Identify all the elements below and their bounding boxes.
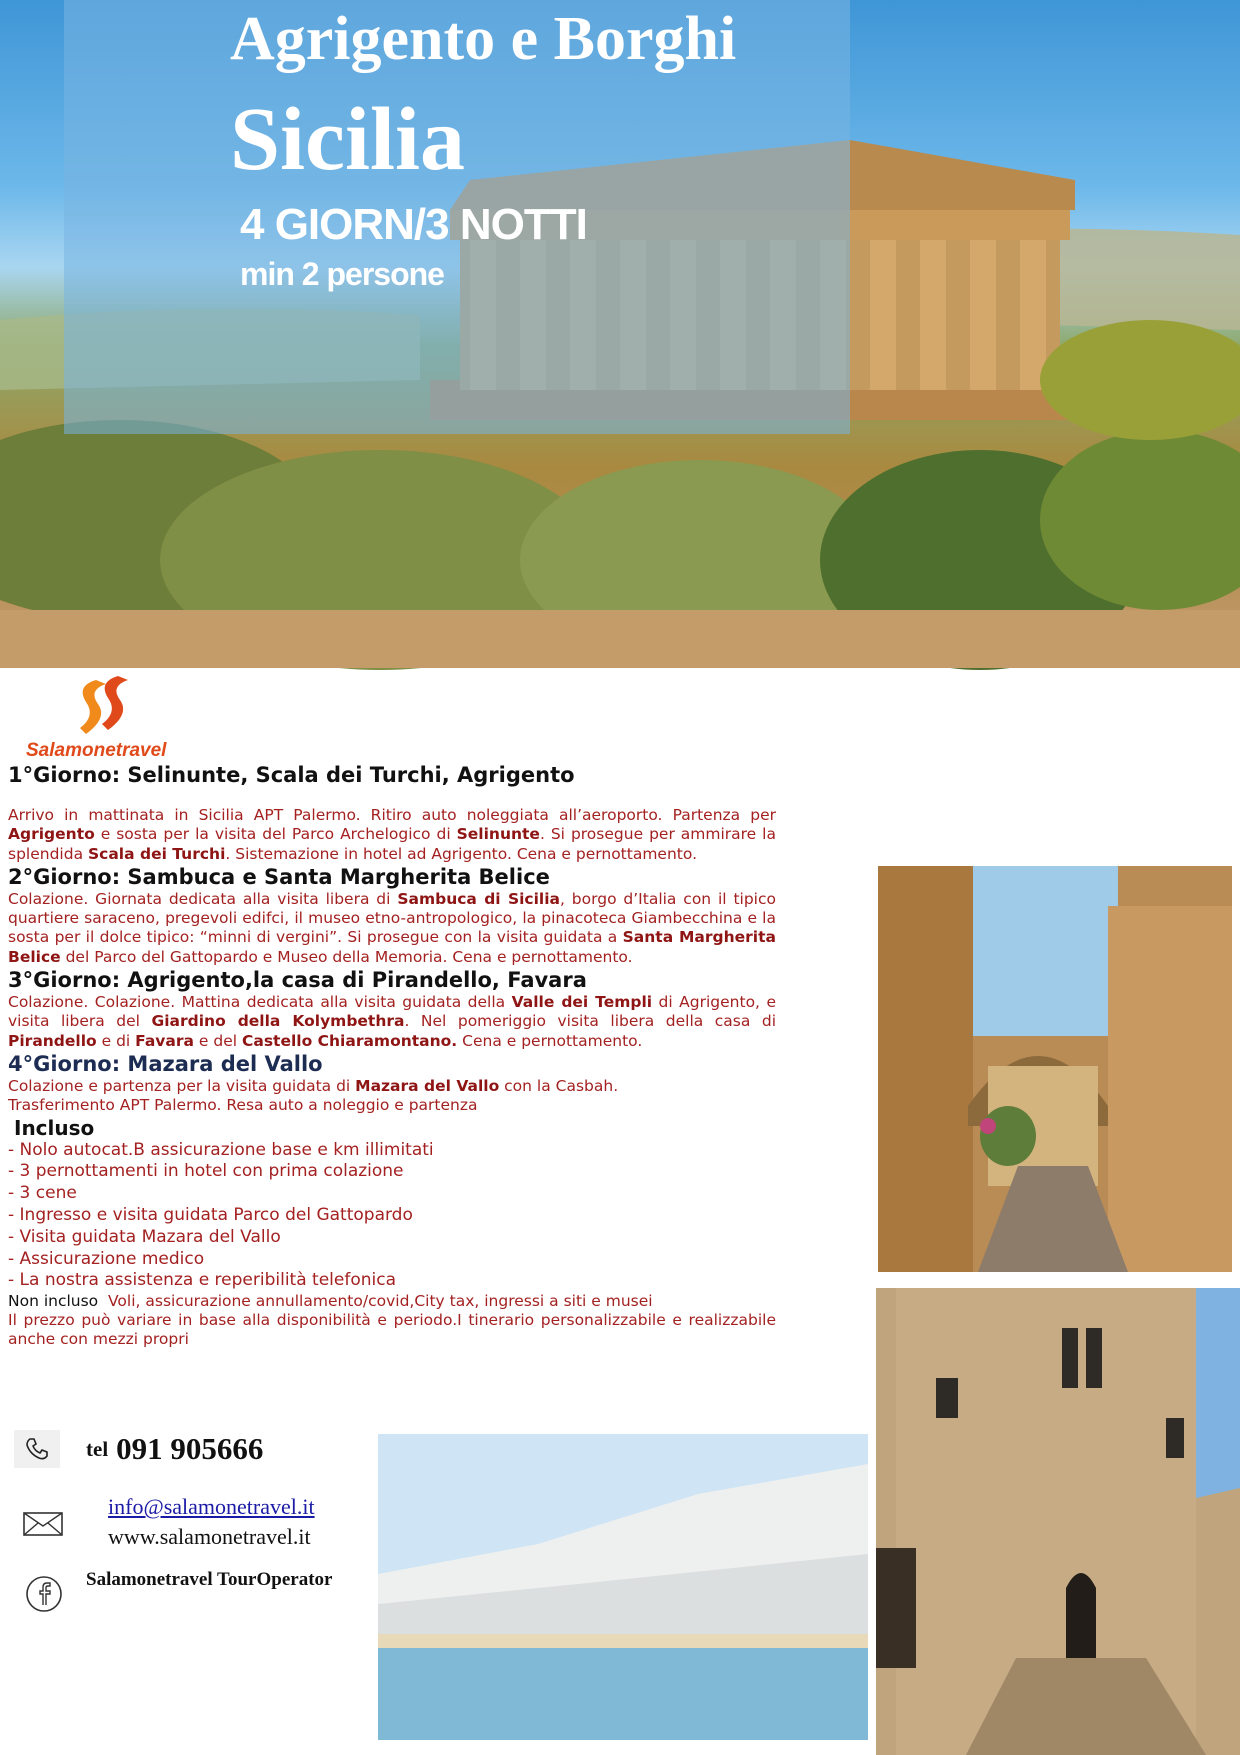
list-item: - 3 pernottamenti in hotel con prima colazione	[8, 1161, 404, 1182]
list-item: - Visita guidata Mazara del Vallo	[8, 1226, 281, 1247]
body-text: . Nel pomeriggio visita libera della casa di	[404, 1012, 776, 1031]
website-link[interactable]: www.salamonetravel.it	[108, 1524, 311, 1549]
email-icon-row	[22, 1510, 64, 1538]
envelope-icon	[22, 1510, 64, 1538]
list-item: - Nolo autocat.B assicurazione base e km illimitati	[8, 1139, 434, 1160]
hero-title-line1: Agrigento e Borghi	[230, 5, 737, 73]
itinerary	[8, 762, 776, 1349]
highlight-text: Santa Margherita Belice	[8, 928, 776, 966]
list-item: - La nostra assistenza e reperibilità telefonica	[8, 1270, 396, 1291]
phone-icon	[14, 1430, 60, 1468]
list-item: - Assicurazione medico	[8, 1248, 205, 1269]
email-link[interactable]: info@salamonetravel.it	[108, 1494, 315, 1519]
body-text: Colazione e partenza per la visita guidata di	[8, 1076, 356, 1095]
highlight-text: Giardino della Kolymbethra	[151, 1012, 405, 1031]
phone-number[interactable]: 091 905666	[116, 1431, 264, 1466]
body-text: , borgo d’Italia con il tipico quartiere saraceno, pregevoli edifci, il museo etno-antropologico, la pinacoteca Giambecchina e la sosta per il dolce tipico: “minni di vergini”. Si prosegue con la visita guidata a	[8, 889, 776, 947]
highlight-text: Valle dei Templi	[511, 993, 653, 1012]
highlight-text: Pirandello	[8, 1031, 97, 1050]
body-text: Cena e pernottamento.	[457, 1031, 643, 1050]
list-item: - Ingresso e visita guidata Parco del Gattopardo	[8, 1204, 413, 1225]
day-title: 3°Giorno: Agrigento,la casa di Pirandello, Favara	[8, 968, 587, 993]
price-note: Il prezzo può variare in base alla disponibilità e periodo.I tinerario personalizzabile e realizzabile anche con mezzi propri	[8, 1311, 776, 1349]
included-title: Incluso	[14, 1115, 95, 1140]
highlight-text: Scala dei Turchi	[88, 844, 226, 863]
highlight-text: Favara	[135, 1031, 194, 1050]
day-description	[8, 806, 776, 864]
highlight-text: Mazara del Vallo	[355, 1076, 500, 1095]
body-text: con la Casbah.	[499, 1076, 619, 1095]
body-text: . Sistemazione in hotel ad Agrigento. Cena e pernottamento.	[225, 844, 698, 863]
scala-dei-turchi-photo	[378, 1434, 868, 1740]
body-text: Colazione. Colazione. Mattina dedicata alla visita guidata della	[8, 993, 512, 1012]
village-street-photo	[878, 866, 1232, 1272]
highlight-text: Castello Chiaramontano.	[241, 1031, 458, 1050]
body-text: e di	[96, 1031, 136, 1050]
website-wrap	[108, 1524, 311, 1550]
body-text: del Parco del Gattopardo e Museo della Memoria. Cena e pernottamento.	[60, 947, 633, 966]
phone-row	[14, 1430, 263, 1468]
hero-title-line2: Sicilia	[230, 90, 466, 189]
phone-label: tel	[86, 1436, 109, 1461]
body-text: di Agrigento, e visita libera del	[8, 993, 776, 1031]
body-text: Arrivo in mattinata in Sicilia APT Palermo. Ritiro auto noleggiata all’aeroporto. Partenza per	[8, 806, 776, 824]
hero-duration: 4 GIORN/3 NOTTI	[240, 200, 587, 249]
list-item: - 3 cene	[8, 1183, 77, 1204]
logo-swoosh-icon	[26, 672, 186, 742]
body-text: . Si prosegue per ammirare la splendida	[8, 825, 776, 863]
logo-text: Salamonetravel	[26, 740, 167, 761]
day-description	[8, 1077, 776, 1116]
day-title: 1°Giorno: Selinunte, Scala dei Turchi, Agrigento	[8, 763, 575, 787]
facebook-page[interactable]: Salamonetravel TourOperator	[86, 1569, 333, 1590]
day-title: 2°Giorno: Sambuca e Santa Margherita Belice	[8, 864, 550, 889]
day-title: 4°Giorno: Mazara del Vallo	[8, 1051, 323, 1076]
facebook-row	[24, 1569, 333, 1614]
not-included-text: Voli, assicurazione annullamento/covid,City tax, ingressi a siti e musei	[108, 1292, 653, 1311]
email-link-wrap	[108, 1494, 315, 1520]
body-text: Colazione. Giornata dedicata alla visita libera di	[8, 889, 398, 908]
not-included	[8, 1292, 776, 1311]
hero-min-persons: min 2 persone	[240, 256, 444, 292]
highlight-text: Sambuca di Sicilia	[397, 889, 561, 908]
body-text: e sosta per la visita del Parco Archelogico di	[94, 825, 457, 844]
highlight-text: Selinunte	[456, 825, 540, 844]
facebook-icon	[24, 1574, 64, 1614]
not-included-label: Non incluso	[8, 1292, 99, 1311]
highlight-text: Agrigento	[8, 825, 95, 844]
included-list	[8, 1140, 776, 1293]
day-description	[8, 993, 776, 1051]
hero-banner	[0, 0, 1240, 668]
day-description	[8, 890, 776, 967]
body-text: Trasferimento APT Palermo. Resa auto a noleggio e partenza	[8, 1096, 478, 1115]
company-logo	[26, 672, 186, 764]
castle-photo	[876, 1288, 1240, 1755]
body-text: e del	[193, 1031, 242, 1050]
